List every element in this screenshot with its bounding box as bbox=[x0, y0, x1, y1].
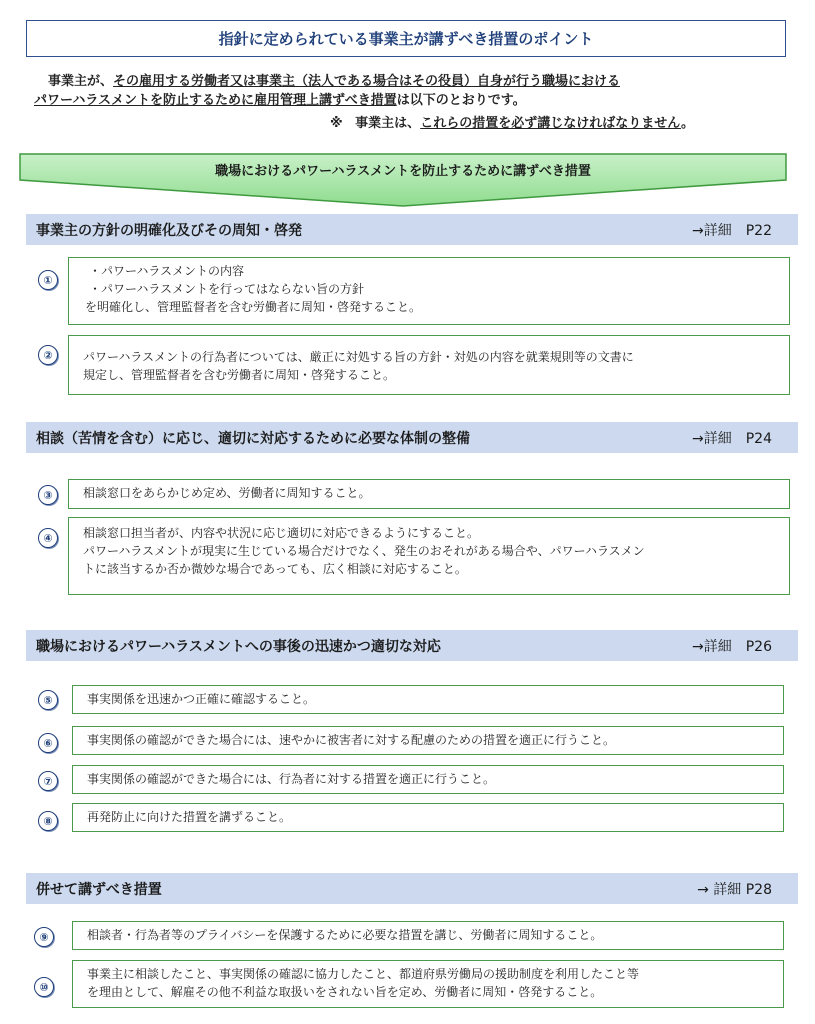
item-line: 規定し、管理監督者を含む労働者に周知・啓発すること。 bbox=[83, 368, 396, 382]
item-number-badge: ⑦ bbox=[38, 771, 58, 791]
measure-item-2 bbox=[68, 335, 790, 395]
note-suffix: 。 bbox=[680, 116, 694, 131]
item-line: 再発防止に向けた措置を講ずること。 bbox=[87, 810, 292, 824]
item-line: 相談窓口担当者が、内容や状況に応じ適切に対応できるようにすること。 bbox=[83, 526, 480, 540]
note-underlined: これらの措置を必ず講じなければなりません bbox=[420, 116, 681, 131]
note-mark: ※ bbox=[330, 116, 343, 131]
item-line: トに該当するか否か微妙な場合であっても、広く相談に対応すること。 bbox=[83, 562, 467, 576]
item-number-badge: ⑤ bbox=[38, 690, 58, 710]
item-number-badge: ⑥ bbox=[38, 733, 58, 753]
section-ref: → 詳細 P28 bbox=[697, 881, 772, 898]
item-line: 相談者・行為者等のプライバシーを保護するために必要な措置を講じ、労働者に周知すること。 bbox=[87, 928, 603, 942]
section-2-header bbox=[26, 422, 798, 453]
item-line: 事業主に相談したこと、事実関係の確認に協力したこと、都道府県労働局の援助制度を利用したこと等 bbox=[87, 967, 640, 981]
measure-item-6 bbox=[72, 726, 784, 755]
item-line: 事実関係を迅速かつ正確に確認すること。 bbox=[87, 692, 316, 706]
measure-item-9 bbox=[72, 921, 784, 950]
section-3-header bbox=[26, 630, 798, 661]
measure-item-3 bbox=[68, 479, 790, 509]
item-number-badge: ⑩ bbox=[34, 977, 54, 997]
item-number-badge: ⑧ bbox=[38, 811, 58, 831]
item-number-badge: ⑨ bbox=[34, 927, 54, 947]
measure-item-5 bbox=[72, 685, 784, 714]
note-prefix: 事業主は、 bbox=[355, 116, 421, 131]
item-line: 事実関係の確認ができた場合には、速やかに被害者に対する配慮のための措置を適正に行うこと。 bbox=[87, 733, 616, 747]
page-title: 指針に定められている事業主が講ずべき措置のポイント bbox=[26, 20, 786, 57]
section-ref: →詳細 P26 bbox=[692, 638, 772, 655]
section-title: 事業主の方針の明確化及びその周知・啓発 bbox=[36, 222, 302, 239]
banner-arrow bbox=[18, 150, 788, 210]
section-title: 職場におけるパワーハラスメントへの事後の迅速かつ適切な対応 bbox=[36, 638, 441, 655]
item-number-badge: ② bbox=[38, 345, 58, 365]
section-1-header bbox=[26, 214, 798, 245]
measure-item-10 bbox=[72, 960, 784, 1008]
item-line: 事実関係の確認ができた場合には、行為者に対する措置を適正に行うこと。 bbox=[87, 772, 496, 786]
section-ref: →詳細 P24 bbox=[692, 430, 772, 447]
intro-suffix: は以下のとおりです。 bbox=[396, 93, 526, 108]
intro-underlined-1: その雇用する労働者又は事業主（法人である場合はその役員）自身が行う職場における bbox=[113, 74, 621, 89]
intro-prefix: 事業主が、 bbox=[48, 74, 114, 89]
section-ref: →詳細 P22 bbox=[692, 222, 772, 239]
item-number-badge: ④ bbox=[38, 528, 58, 548]
measure-item-7 bbox=[72, 765, 784, 794]
intro-text bbox=[34, 72, 794, 110]
item-line: 相談窓口をあらかじめ定め、労働者に周知すること。 bbox=[83, 486, 371, 500]
section-title: 併せて講ずべき措置 bbox=[36, 881, 162, 898]
item-number-badge: ① bbox=[38, 270, 58, 290]
measure-item-8 bbox=[72, 803, 784, 832]
item-line: を理由として、解雇その他不利益な取扱いをされない旨を定め、労働者に周知・啓発すること。 bbox=[87, 985, 603, 999]
measure-item-4 bbox=[68, 517, 790, 595]
item-number-badge: ③ bbox=[38, 485, 58, 505]
banner-text: 職場におけるパワーハラスメントを防止するために講ずべき措置 bbox=[215, 164, 591, 179]
item-line: ・パワーハラスメントの内容 bbox=[89, 264, 245, 278]
item-line: ・パワーハラスメントを行ってはならない旨の方針 bbox=[89, 282, 365, 296]
item-line: を明確化し、管理監督者を含む労働者に周知・啓発すること。 bbox=[85, 300, 422, 314]
intro-underlined-2: パワーハラスメントを防止するために雇用管理上講ずべき措置 bbox=[34, 93, 397, 108]
item-line: パワーハラスメントの行為者については、厳正に対処する旨の方針・対処の内容を就業規則等の文書に bbox=[83, 350, 634, 364]
item-line: パワーハラスメントが現実に生じている場合だけでなく、発生のおそれがある場合や、パワーハラスメン bbox=[83, 544, 645, 558]
section-title: 相談（苦情を含む）に応じ、適切に対応するために必要な体制の整備 bbox=[36, 430, 470, 447]
intro-note bbox=[330, 112, 694, 131]
measure-item-1 bbox=[68, 257, 790, 325]
section-4-header bbox=[26, 873, 798, 904]
